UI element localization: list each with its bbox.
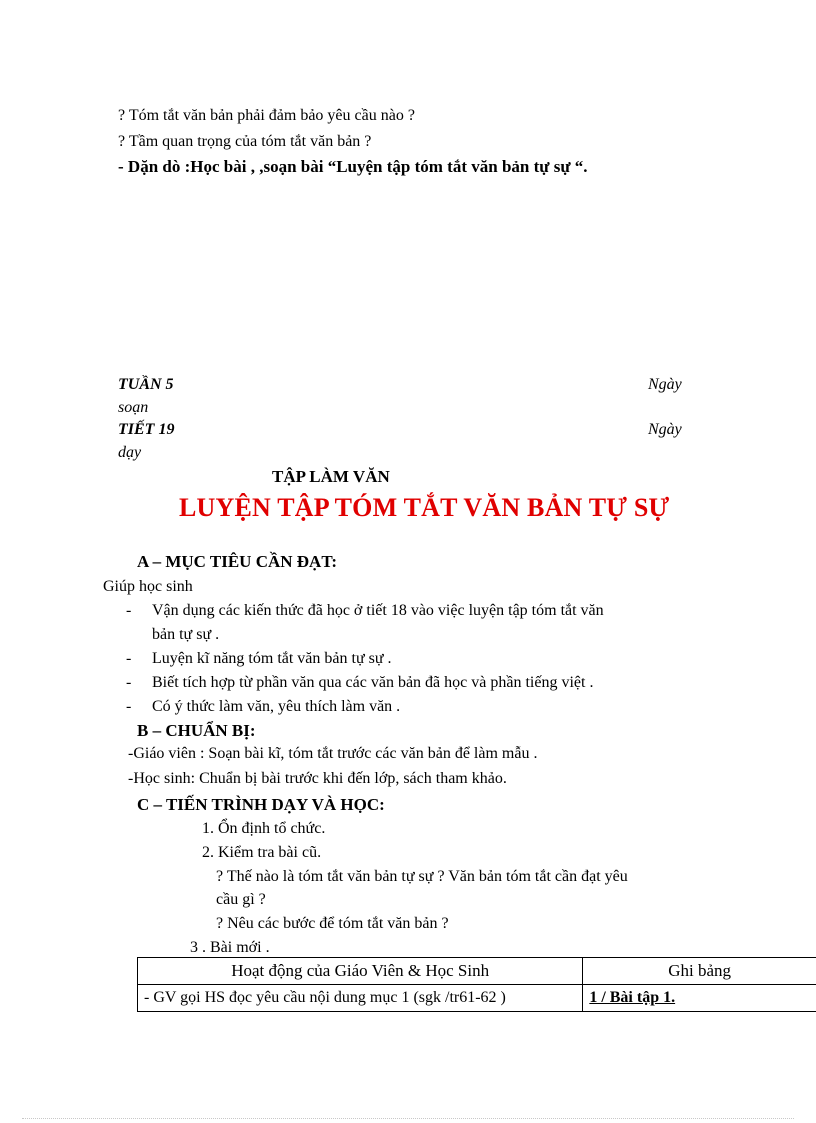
lesson-activity-table bbox=[137, 957, 816, 1012]
section-b-heading: B – CHUẨN BỊ: bbox=[137, 721, 256, 740]
lesson-title: LUYỆN TẬP TÓM TẮT VĂN BẢN TỰ SỰ bbox=[179, 493, 670, 522]
teach-date-label-cont: dạy bbox=[118, 444, 142, 461]
teacher-prep: -Giáo viên : Soạn bài kĩ, tóm tắt trước các văn bản để làm mẫu . bbox=[128, 745, 538, 762]
check-question-2: ? Nêu các bước để tóm tắt văn bản ? bbox=[216, 915, 449, 932]
table-header-row bbox=[138, 958, 816, 985]
subject-heading: TẬP LÀM VĂN bbox=[272, 467, 390, 486]
step-1: 1. Ổn định tổ chức. bbox=[202, 820, 326, 837]
page-bottom-divider bbox=[22, 1118, 794, 1119]
prep-date-label-cont: soạn bbox=[118, 399, 149, 416]
section-a-heading: A – MỤC TIÊU CẦN ĐẠT: bbox=[137, 552, 338, 571]
col-activity-header: Hoạt động của Giáo Viên & Học Sinh bbox=[138, 958, 583, 985]
objective-item: - Vận dụng các kiến thức đã học ở tiết 18 vào việc luyện tập tóm tắt văn bbox=[126, 602, 604, 619]
lesson-label: TIẾT 19 bbox=[118, 421, 175, 438]
section-a-intro: Giúp học sinh bbox=[103, 578, 193, 595]
teach-date-label: Ngày bbox=[648, 421, 682, 438]
step-2: 2. Kiểm tra bài cũ. bbox=[202, 844, 322, 861]
section-c-heading: C – TIẾN TRÌNH DẠY VÀ HỌC: bbox=[137, 795, 385, 814]
objective-item: - Biết tích hợp từ phần văn qua các văn bản đã học và phần tiếng việt . bbox=[126, 674, 594, 691]
objective-item: - Có ý thức làm văn, yêu thích làm văn . bbox=[126, 698, 401, 715]
check-question-1: ? Thế nào là tóm tắt văn bản tự sự ? Văn bản tóm tắt cần đạt yêu bbox=[216, 868, 628, 885]
activity-cell: - GV gọi HS đọc yêu cầu nội dung mục 1 (sgk /tr61-62 ) bbox=[138, 985, 583, 1012]
review-question-1: ? Tóm tắt văn bản phải đảm bảo yêu cầu nào ? bbox=[118, 107, 415, 124]
prep-date-label: Ngày bbox=[648, 376, 682, 393]
check-question-1-cont: cầu gì ? bbox=[216, 891, 266, 908]
review-question-2: ? Tầm quan trọng của tóm tắt văn bản ? bbox=[118, 133, 372, 150]
objective-item: - Luyện kĩ năng tóm tắt văn bản tự sự . bbox=[126, 650, 392, 667]
exercise-label: 1 / Bài tập 1. bbox=[589, 989, 676, 1006]
student-prep: -Học sinh: Chuẩn bị bài trước khi đến lớp, sách tham khảo. bbox=[128, 770, 507, 787]
week-label: TUẦN 5 bbox=[118, 376, 174, 393]
col-board-header: Ghi bảng bbox=[583, 958, 816, 985]
step-3: 3 . Bài mới . bbox=[190, 939, 270, 956]
objective-item-cont: bản tự sự . bbox=[152, 626, 220, 643]
homework-note: - Dặn dò :Học bài , ,soạn bài “Luyện tập tóm tắt văn bản tự sự “. bbox=[118, 157, 588, 176]
board-cell bbox=[583, 985, 816, 1012]
table-row bbox=[138, 985, 816, 1012]
